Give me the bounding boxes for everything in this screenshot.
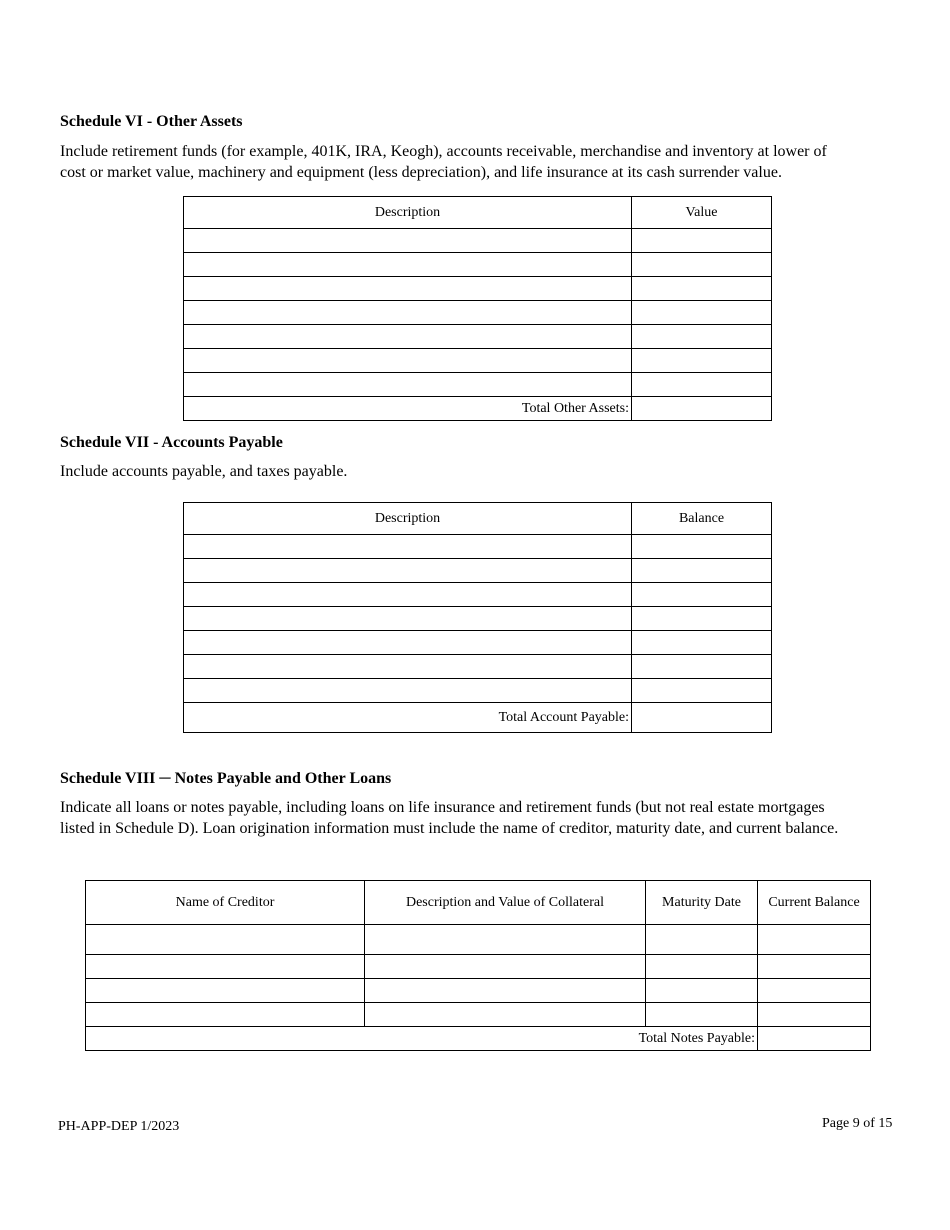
schedule-vi-instructions-line1: Include retirement funds (for example, 401K, IRA, Keogh), accounts receivable, merchandise and inventory at lower of <box>60 143 827 160</box>
other-assets-value-cell[interactable] <box>632 325 772 349</box>
accounts-payable-balance-header: Balance <box>632 503 772 535</box>
schedule-viii-instructions-line1: Indicate all loans or notes payable, including loans on life insurance and retirement funds (but not real estate mortgages <box>60 799 825 816</box>
other-assets-description-cell[interactable] <box>184 373 632 397</box>
other-assets-value-cell[interactable] <box>632 229 772 253</box>
total-account-payable-value-cell[interactable] <box>632 703 772 733</box>
other-assets-description-cell[interactable] <box>184 229 632 253</box>
notes-payable-balance-header: Current Balance <box>758 881 871 925</box>
notes-payable-balance-cell[interactable] <box>758 1003 871 1027</box>
other-assets-description-cell[interactable] <box>184 277 632 301</box>
accounts-payable-description-cell[interactable] <box>184 631 632 655</box>
notes-payable-maturity-cell[interactable] <box>646 979 758 1003</box>
schedule-vi-instructions-line2: cost or market value, machinery and equipment (less depreciation), and life insurance at its cash surrender value. <box>60 164 782 181</box>
accounts-payable-balance-cell[interactable] <box>632 583 772 607</box>
accounts-payable-description-cell[interactable] <box>184 559 632 583</box>
total-notes-payable-label: Total Notes Payable: <box>86 1027 758 1051</box>
total-other-assets-value-cell[interactable] <box>632 397 772 421</box>
other-assets-value-cell[interactable] <box>632 253 772 277</box>
page-number-footer: Page 9 of 15 <box>822 1116 893 1131</box>
notes-payable-balance-cell[interactable] <box>758 955 871 979</box>
accounts-payable-table <box>183 502 772 733</box>
total-account-payable-label: Total Account Payable: <box>184 703 632 733</box>
other-assets-value-cell[interactable] <box>632 301 772 325</box>
other-assets-value-header: Value <box>632 197 772 229</box>
notes-payable-collateral-cell[interactable] <box>365 925 646 955</box>
other-assets-description-cell[interactable] <box>184 325 632 349</box>
notes-payable-balance-cell[interactable] <box>758 925 871 955</box>
notes-payable-collateral-cell[interactable] <box>365 1003 646 1027</box>
notes-payable-maturity-header: Maturity Date <box>646 881 758 925</box>
other-assets-description-cell[interactable] <box>184 301 632 325</box>
form-id-footer: PH-APP-DEP 1/2023 <box>58 1119 180 1134</box>
notes-payable-maturity-cell[interactable] <box>646 1003 758 1027</box>
accounts-payable-balance-cell[interactable] <box>632 607 772 631</box>
notes-payable-collateral-cell[interactable] <box>365 955 646 979</box>
accounts-payable-description-cell[interactable] <box>184 607 632 631</box>
notes-payable-creditor-cell[interactable] <box>86 925 365 955</box>
schedule-vii-title: Schedule VII - Accounts Payable <box>60 434 283 451</box>
schedule-vi-title: Schedule VI - Other Assets <box>60 113 243 130</box>
accounts-payable-description-cell[interactable] <box>184 655 632 679</box>
other-assets-value-cell[interactable] <box>632 277 772 301</box>
other-assets-description-cell[interactable] <box>184 253 632 277</box>
notes-payable-collateral-cell[interactable] <box>365 979 646 1003</box>
notes-payable-creditor-cell[interactable] <box>86 955 365 979</box>
accounts-payable-balance-cell[interactable] <box>632 679 772 703</box>
other-assets-value-cell[interactable] <box>632 373 772 397</box>
other-assets-value-cell[interactable] <box>632 349 772 373</box>
accounts-payable-balance-cell[interactable] <box>632 655 772 679</box>
notes-payable-creditor-header: Name of Creditor <box>86 881 365 925</box>
notes-payable-collateral-header: Description and Value of Collateral <box>365 881 646 925</box>
schedule-viii-title: Schedule VIII ─ Notes Payable and Other Loans <box>60 770 392 787</box>
notes-payable-table <box>85 880 871 1051</box>
accounts-payable-description-cell[interactable] <box>184 679 632 703</box>
total-notes-payable-value-cell[interactable] <box>758 1027 871 1051</box>
accounts-payable-description-header: Description <box>184 503 632 535</box>
notes-payable-creditor-cell[interactable] <box>86 1003 365 1027</box>
schedule-vii-instructions: Include accounts payable, and taxes payable. <box>60 463 348 480</box>
schedule-viii-instructions-line2: listed in Schedule D). Loan origination information must include the name of creditor, maturity date, and current balance. <box>60 820 839 837</box>
accounts-payable-balance-cell[interactable] <box>632 631 772 655</box>
accounts-payable-balance-cell[interactable] <box>632 535 772 559</box>
other-assets-description-cell[interactable] <box>184 349 632 373</box>
total-other-assets-label: Total Other Assets: <box>184 397 632 421</box>
notes-payable-maturity-cell[interactable] <box>646 955 758 979</box>
other-assets-description-header: Description <box>184 197 632 229</box>
notes-payable-maturity-cell[interactable] <box>646 925 758 955</box>
accounts-payable-balance-cell[interactable] <box>632 559 772 583</box>
notes-payable-balance-cell[interactable] <box>758 979 871 1003</box>
other-assets-table <box>183 196 772 421</box>
notes-payable-creditor-cell[interactable] <box>86 979 365 1003</box>
accounts-payable-description-cell[interactable] <box>184 535 632 559</box>
accounts-payable-description-cell[interactable] <box>184 583 632 607</box>
